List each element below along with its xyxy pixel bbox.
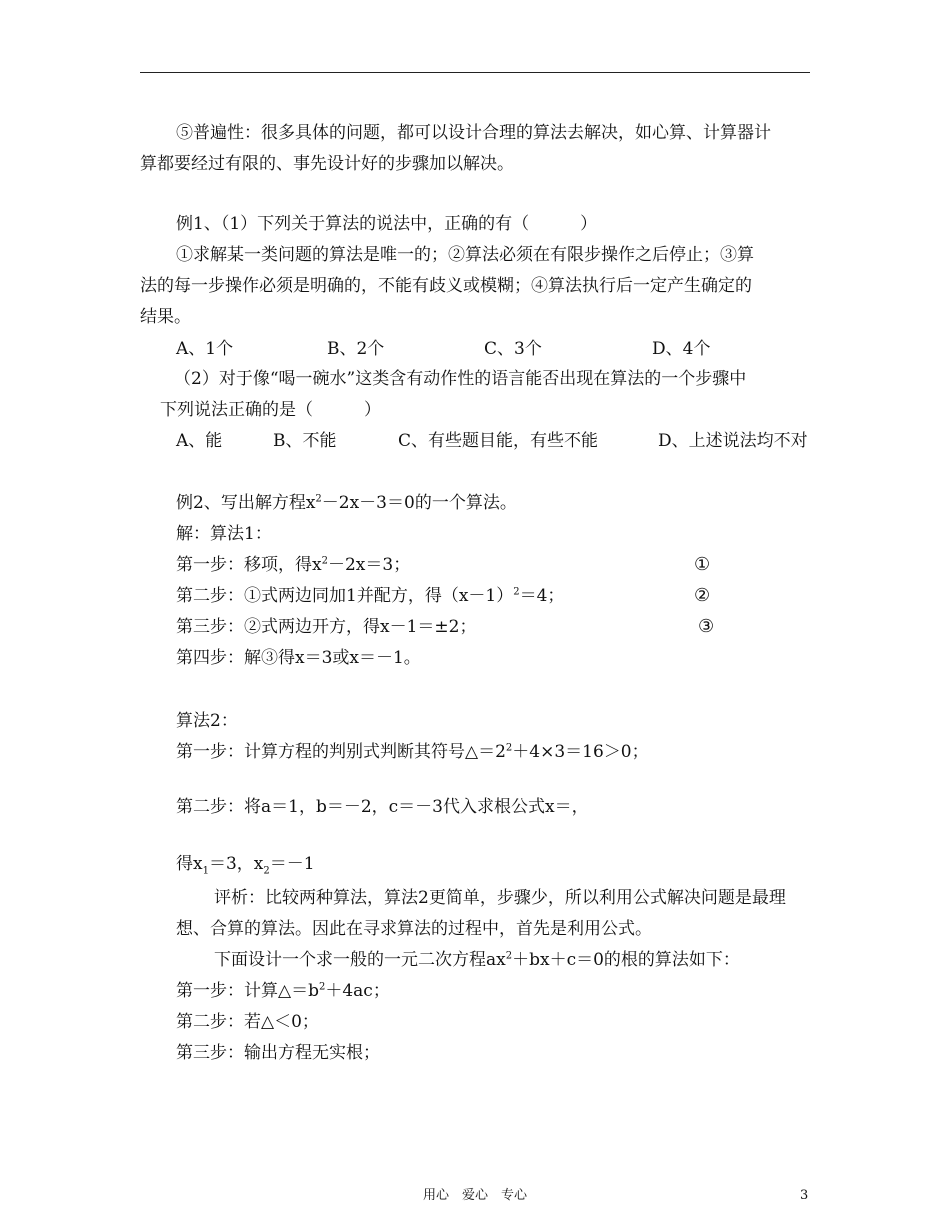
alg1-step3: 第三步：②式两边开方，得x－1＝±2；: [176, 617, 477, 637]
alg1-step2: 第二步：①式两边同加1并配方，得$(x-1)^2=4$；: [176, 586, 565, 606]
paragraph-universality-line2: 算都要经过有限的、事先设计好的步骤加以解决。: [140, 154, 514, 174]
example1-statement-line2: 法的每一步操作必须是明确的，不能有歧义或模糊；④算法执行后一定产生确定的: [140, 276, 752, 296]
paragraph-universality-line1: ⑤普遍性：很多具体的问题，都可以设计合理的算法去解决，如心算、计算器计: [176, 123, 771, 143]
review-line2: 想、合算的算法。因此在寻求算法的过程中，首先是利用公式。: [176, 919, 652, 939]
general-algorithm-intro: 下面设计一个求一般的一元二次方程$ax^2+bx+c=0$的根的算法如下：: [214, 950, 740, 970]
subscript: 1: [202, 865, 209, 877]
exponent: 2: [513, 586, 520, 598]
alg2-step2: 第二步：将a＝1，b＝－2，c＝－3代入求根公式x＝，: [176, 797, 589, 817]
page-number: 3: [800, 1188, 809, 1203]
alg2-result: 得$x_1=3$，$x_2=-1$: [176, 854, 315, 877]
equation-marker-2: ②: [694, 585, 711, 606]
example1-part2-line1: （2）对于像“喝一碗水”这类含有动作性的语言能否出现在算法的一个步骤中: [174, 369, 747, 389]
example1-part2-line2: 下列说法正确的是（ ）: [160, 400, 381, 420]
general-step3: 第三步：输出方程无实根；: [176, 1043, 380, 1063]
exponent: 2: [315, 493, 322, 505]
example1-statement-line1: ①求解某一类问题的算法是唯一的；②算法必须在有限步操作之后停止；③算: [176, 245, 754, 265]
example2-question: 例2、写出解方程$x^2-2x-3=0$的一个算法。: [176, 493, 517, 513]
general-step2: 第二步：若△＜0；: [176, 1012, 319, 1032]
option-d-1: D、4个: [652, 339, 711, 359]
solution-algorithm1: 解：算法1：: [176, 524, 272, 544]
option-a-1: A、1个: [176, 339, 234, 359]
option-a-2: A、能: [176, 431, 223, 451]
footer-text: 用心 爱心 专心: [422, 1188, 527, 1203]
alg1-step4: 第四步：解③得x＝3或x＝－1。: [176, 648, 421, 668]
general-step1: 第一步：计算$\triangle=b^2+4ac$；: [176, 981, 390, 1001]
header-rule: [140, 72, 810, 73]
option-c-1: C、3个: [484, 339, 542, 359]
equation-marker-3: ③: [698, 616, 715, 637]
option-b-1: B、2个: [327, 339, 385, 359]
algorithm2-heading: 算法2：: [176, 711, 238, 731]
alg2-step1: 第一步：计算方程的判别式判断其符号$\triangle=2^2+4\times 3=16>0$；: [176, 742, 649, 762]
exponent: 2: [505, 742, 513, 754]
option-c-2: C、有些题目能，有些不能: [398, 431, 599, 451]
example1-question: 例1、（1）下列关于算法的说法中，正确的有（ ）: [176, 214, 598, 234]
exponent: 2: [505, 950, 513, 962]
exponent: 2: [318, 981, 326, 993]
example1-statement-line3: 结果。: [140, 307, 191, 327]
alg1-step1: 第一步：移项，得$x^2-2x=3$；: [176, 555, 411, 575]
review-line1: 评析：比较两种算法，算法2更简单，步骤少，所以利用公式解决问题是最理: [214, 888, 786, 908]
option-b-2: B、不能: [273, 431, 337, 451]
equation-marker-1: ①: [694, 554, 711, 575]
option-d-2: D、上述说法均不对: [658, 431, 808, 451]
exponent: 2: [321, 555, 328, 567]
subscript: 2: [263, 865, 270, 877]
